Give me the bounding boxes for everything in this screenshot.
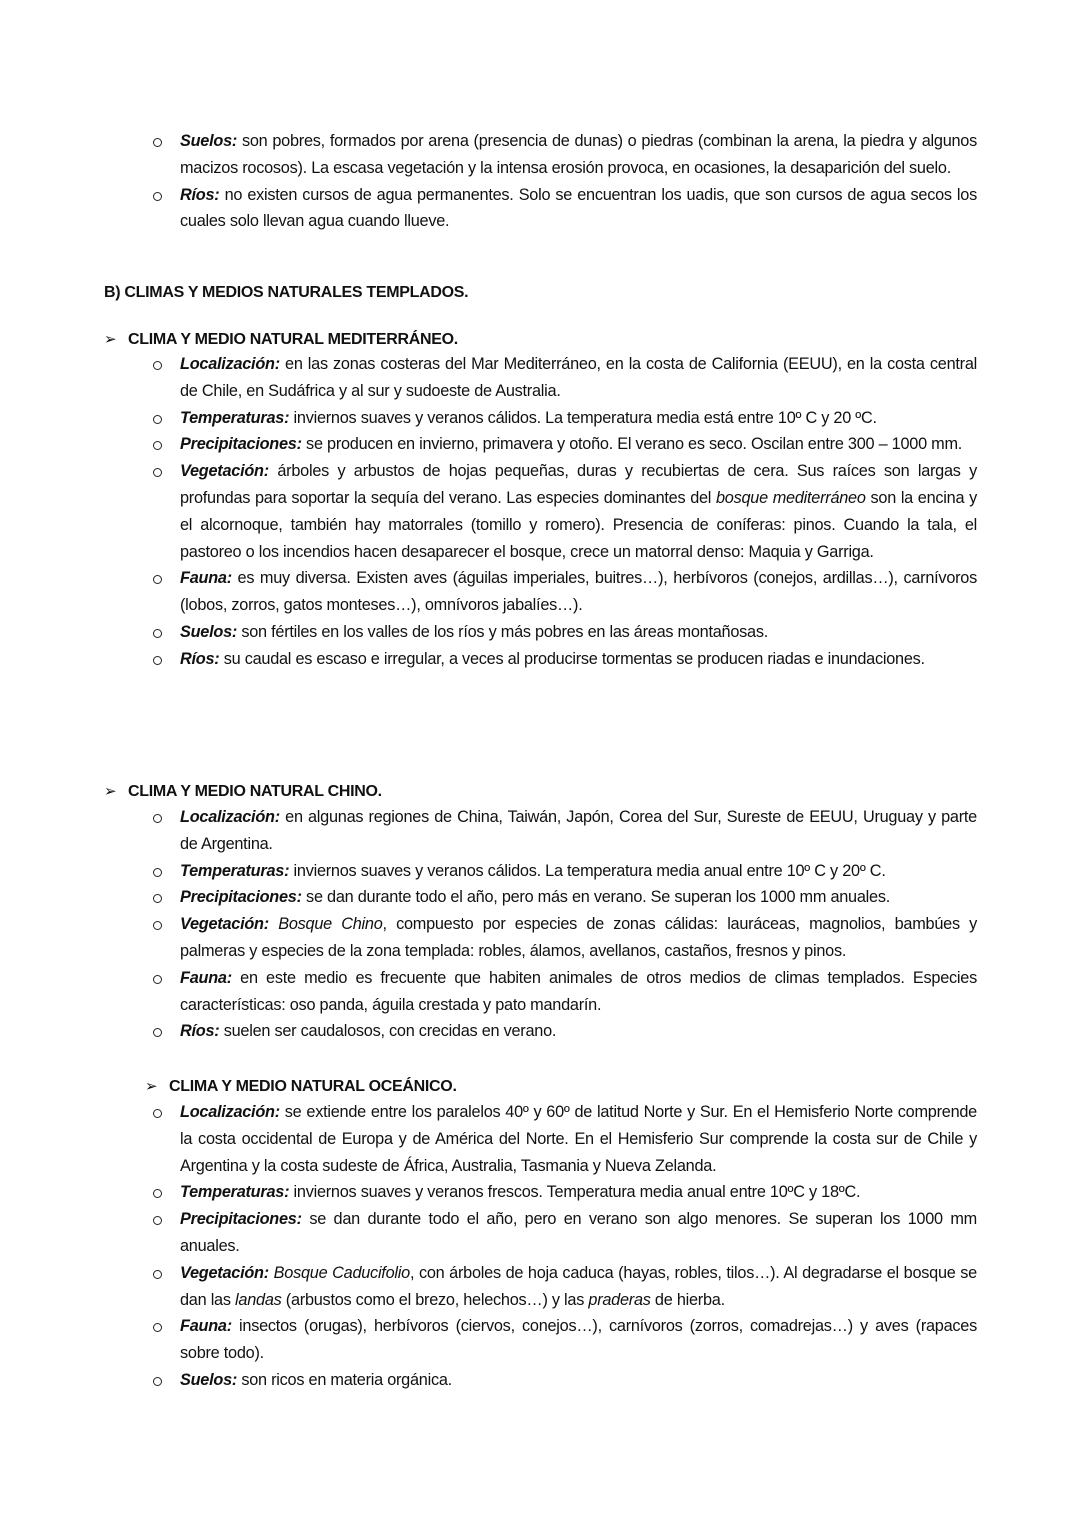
hollow-bullet-icon bbox=[153, 1216, 162, 1225]
hollow-bullet-icon bbox=[153, 1028, 162, 1037]
mediterraneo-list bbox=[0, 351, 1080, 673]
list-item-fauna: Fauna: es muy diversa. Existen aves (águilas imperiales, buitres…), herbívoros (conejos, ardillas…), carnívoros (lobos, zorros, gatos monteses…), omnívoros jabalíes…). bbox=[0, 565, 1080, 619]
hollow-bullet-icon bbox=[153, 921, 162, 930]
arrow-bullet-icon: ➢ bbox=[145, 1078, 158, 1095]
list-item-temperaturas: Temperaturas: inviernos suaves y veranos frescos. Temperatura media anual entre 10ºC y 18ºC. bbox=[0, 1179, 1080, 1206]
list-item-suelos: Suelos: son pobres, formados por arena (presencia de dunas) o piedras (combinan la arena, la piedra y algunos macizos rocosos). La escasa vegetación y la intensa erosión provoca, en ocasiones, la desaparición del suelo. bbox=[0, 128, 1080, 182]
hollow-bullet-icon bbox=[153, 868, 162, 877]
hollow-bullet-icon bbox=[153, 1189, 162, 1198]
oceanico-list bbox=[0, 1099, 1080, 1394]
intro-list bbox=[0, 128, 1080, 235]
list-item-vegetacion: Vegetación: árboles y arbustos de hojas pequeñas, duras y recubiertas de cera. Sus raíces son largas y profundas para soportar la sequía del verano. Las especies dominantes del bosque mediterráneo son la encina y el alcornoque, también hay matorrales (tomillo y romero). Presencia de coníferas: pinos. Cuando la tala, el pastoreo o los incendios hacen desaparecer el bosque, crece un matorral denso: Maquia y Garriga. bbox=[0, 458, 1080, 565]
list-item-precipitaciones: Precipitaciones: se producen en invierno, primavera y otoño. El verano es seco. Oscilan entre 300 – 1000 mm. bbox=[0, 431, 1080, 458]
list-item-rios: Ríos: su caudal es escaso e irregular, a veces al producirse tormentas se producen riadas e inundaciones. bbox=[0, 646, 1080, 673]
hollow-bullet-icon bbox=[153, 192, 162, 201]
list-item-vegetacion: Vegetación: Bosque Chino, compuesto por especies de zonas cálidas: lauráceas, magnolios, bambúes y palmeras y especies de la zona templada: robles, álamos, avellanos, castaños, fresnos y pinos. bbox=[0, 911, 1080, 965]
list-item-precipitaciones: Precipitaciones: se dan durante todo el año, pero en verano son algo menores. Se superan los 1000 mm anuales. bbox=[0, 1206, 1080, 1260]
hollow-bullet-icon bbox=[153, 1377, 162, 1386]
list-item-fauna: Fauna: insectos (orugas), herbívoros (ciervos, conejos…), carnívoros (zorros, comadrejas…) y aves (rapaces sobre todo). bbox=[0, 1313, 1080, 1367]
list-item-suelos: Suelos: son ricos en materia orgánica. bbox=[0, 1367, 1080, 1394]
list-item-temperaturas: Temperaturas: inviernos suaves y veranos cálidos. La temperatura media está entre 10º C y 20 ºC. bbox=[0, 405, 1080, 432]
list-item-suelos: Suelos: son fértiles en los valles de los ríos y más pobres en las áreas montañosas. bbox=[0, 619, 1080, 646]
heading-mediterraneo: ➢ CLIMA Y MEDIO NATURAL MEDITERRÁNEO. bbox=[104, 331, 458, 348]
hollow-bullet-icon bbox=[153, 1109, 162, 1118]
hollow-bullet-icon bbox=[153, 629, 162, 638]
hollow-bullet-icon bbox=[153, 975, 162, 984]
list-item-temperaturas: Temperaturas: inviernos suaves y veranos cálidos. La temperatura media anual entre 10º C y 20º C. bbox=[0, 858, 1080, 885]
list-item-precipitaciones: Precipitaciones: se dan durante todo el año, pero más en verano. Se superan los 1000 mm anuales. bbox=[0, 884, 1080, 911]
list-item-rios: Ríos: suelen ser caudalosos, con crecidas en verano. bbox=[0, 1018, 1080, 1045]
hollow-bullet-icon bbox=[153, 468, 162, 477]
heading-chino: ➢ CLIMA Y MEDIO NATURAL CHINO. bbox=[104, 783, 382, 800]
hollow-bullet-icon bbox=[153, 415, 162, 424]
arrow-bullet-icon: ➢ bbox=[104, 783, 117, 800]
hollow-bullet-icon bbox=[153, 1270, 162, 1279]
chino-list bbox=[0, 804, 1080, 1045]
list-item-fauna: Fauna: en este medio es frecuente que habiten animales de otros medios de climas templados. Especies características: oso panda, águila crestada y pato mandarín. bbox=[0, 965, 1080, 1019]
list-item-rios: Ríos: no existen cursos de agua permanentes. Solo se encuentran los uadis, que son cursos de agua secos los cuales solo llevan agua cuando llueve. bbox=[0, 182, 1080, 236]
arrow-bullet-icon: ➢ bbox=[104, 331, 117, 348]
hollow-bullet-icon bbox=[153, 361, 162, 370]
hollow-bullet-icon bbox=[153, 575, 162, 584]
hollow-bullet-icon bbox=[153, 814, 162, 823]
hollow-bullet-icon bbox=[153, 656, 162, 665]
hollow-bullet-icon bbox=[153, 894, 162, 903]
hollow-bullet-icon bbox=[153, 138, 162, 147]
list-item-localizacion: Localización: se extiende entre los paralelos 40º y 60º de latitud Norte y Sur. En el Hemisferio Norte comprende la costa occidental de Europa y de América del Norte. En el Hemisferio Sur comprende la costa sur de Chile y Argentina y la costa sudeste de África, Australia, Tasmania y Nueva Zelanda. bbox=[0, 1099, 1080, 1179]
list-item-localizacion: Localización: en algunas regiones de China, Taiwán, Japón, Corea del Sur, Sureste de EEUU, Uruguay y parte de Argentina. bbox=[0, 804, 1080, 858]
list-item-vegetacion: Vegetación: Bosque Caducifolio, con árboles de hoja caduca (hayas, robles, tilos…). Al degradarse el bosque se dan las landas (arbustos como el brezo, helechos…) y las praderas de hierba. bbox=[0, 1260, 1080, 1314]
hollow-bullet-icon bbox=[153, 441, 162, 450]
list-item-localizacion: Localización: en las zonas costeras del Mar Mediterráneo, en la costa de California (EEUU), en la costa central de Chile, en Sudáfrica y al sur y sudoeste de Australia. bbox=[0, 351, 1080, 405]
section-title: B) CLIMAS Y MEDIOS NATURALES TEMPLADOS. bbox=[104, 284, 469, 301]
heading-oceanico: ➢ CLIMA Y MEDIO NATURAL OCEÁNICO. bbox=[145, 1078, 457, 1095]
hollow-bullet-icon bbox=[153, 1323, 162, 1332]
